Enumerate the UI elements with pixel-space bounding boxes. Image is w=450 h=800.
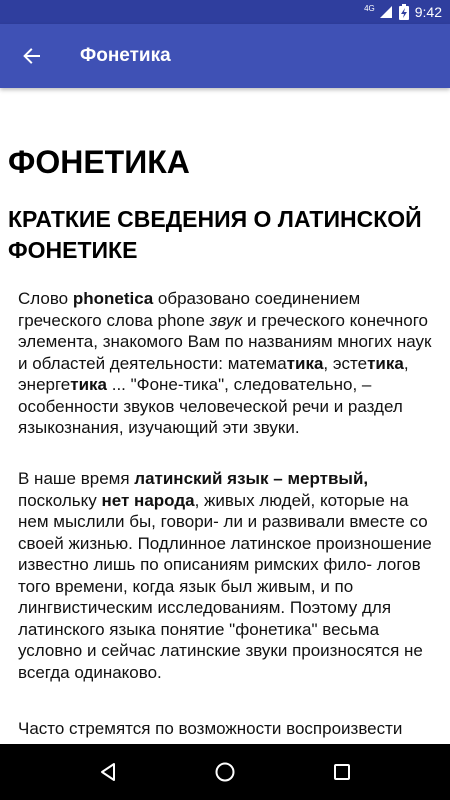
navigation-bar [0, 744, 450, 800]
p1-italic-1: звук [209, 310, 243, 330]
nav-home-button[interactable] [205, 752, 245, 792]
clock: 9:42 [414, 4, 442, 20]
signal-icon [379, 5, 393, 19]
p2-bold-1: латинский язык – мертвый, [134, 469, 369, 488]
content-subheading: КРАТКИЕ СВЕДЕНИЯ О ЛАТИНСКОЙ ФОНЕТИКЕ [8, 206, 422, 263]
content-heading: ФОНЕТИКА [8, 144, 190, 180]
paragraph-3: Часто стремятся по возможности воспроизвести [18, 719, 403, 738]
p1-text-5: , энерге [18, 353, 409, 394]
network-type: 4G [364, 3, 375, 13]
p1-bold-4: тика [70, 375, 108, 394]
p1-bold-3: тика [367, 353, 404, 373]
p1-text-4: , эсте [323, 353, 368, 373]
p2-text-3: , живых людей, которые на нем мыслили бы, говори- ли и развивали вместе со своей жизнью. Подлинное латинское произношение известно лишь по описаниям римских фило- логов того времени, когда язык был живым, и по лингвистическим исследованиям. Поэтому для латинского языка понятие "фонетика" весьма условно и сейчас латинские звуки произносятся не всегда одинаково. [18, 490, 432, 682]
app-bar [0, 24, 450, 88]
nav-recents-button[interactable] [322, 752, 362, 792]
status-icons [364, 0, 442, 24]
nav-back-button[interactable] [88, 752, 128, 792]
status-bar [0, 0, 450, 24]
paragraph-2 [18, 468, 443, 683]
p2-bold-2: нет народа [101, 490, 195, 510]
p1-text-1: Слово [18, 289, 73, 308]
back-button[interactable] [10, 34, 54, 78]
content-area[interactable] [0, 88, 450, 744]
page-title: Фонетика [80, 45, 171, 66]
p1-text-2: образовано соединением греческого слова phone [18, 289, 361, 330]
arrow-back-icon [22, 46, 42, 66]
square-recents-icon [332, 762, 352, 782]
p2-text-2: поскольку [18, 490, 102, 510]
p1-text-6: ... "Фоне-тика", следовательно, – особенности звуков человеческой речи и раздел языкознания, изучающий эти звуки. [18, 375, 403, 437]
p1-bold-1: phonetica [72, 289, 154, 308]
triangle-back-icon [98, 762, 118, 782]
p1-text-3: и греческого конечного элемента, знакомого Вам по названиям многих наук и областей деятельности: матема [18, 310, 432, 373]
p2-text-1: В наше время [18, 469, 135, 488]
battery-charging-icon [399, 4, 409, 20]
paragraph-1 [18, 288, 443, 439]
circle-home-icon [214, 761, 236, 783]
p1-bold-2: тика [286, 353, 324, 373]
